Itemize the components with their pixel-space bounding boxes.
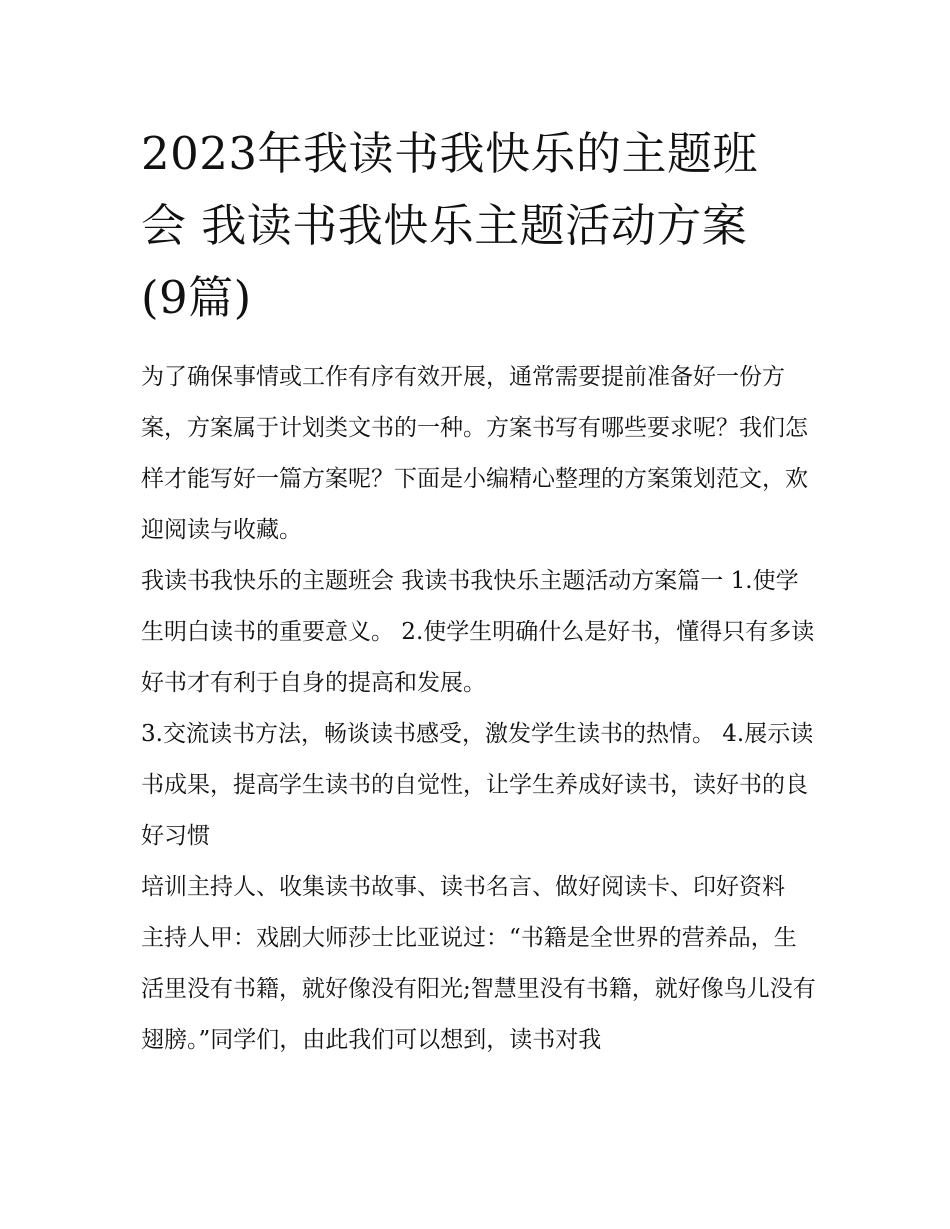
document-page <box>141 118 817 1066</box>
title-line-3: (9篇) <box>141 271 252 324</box>
title-line-1: 2023年我读书我快乐的主题班 <box>141 127 759 180</box>
paragraph-intro: 为了确保事情或工作有序有效开展，通常需要提前准备好一份方案，方案属于计划类文书的一种。方案书写有哪些要求呢？我们怎样才能写好一篇方案呢？下面是小编精心整理的方案策划范文，欢迎阅读与收藏。 <box>141 364 808 543</box>
paragraph-goals-2: 3.交流读书方法，畅谈读书感受，激发学生读书的热情。 4.展示读书成果，提高学生读书的自觉性，让学生养成好读书，读好书的良好习惯 <box>141 721 814 849</box>
paragraph-goals-1: 我读书我快乐的主题班会 我读书我快乐主题活动方案篇一 1.使学生明白读书的重要意义。 2.使学生明确什么是好书，懂得只有多读好书才有利于自身的提高和发展。 <box>141 568 815 696</box>
title-line-2: 会 我读书我快乐主题活动方案 <box>141 199 748 252</box>
document-title <box>141 118 817 334</box>
document-body <box>141 352 817 1066</box>
paragraph-host-speech: 主持人甲：戏剧大师莎士比亚说过：“书籍是全世界的营养品，生活里没有书籍，就好像没有阳光;智慧里没有书籍，就好像鸟儿没有翅膀。”同学们，由此我们可以想到，读书对我 <box>141 925 816 1053</box>
paragraph-preparation: 培训主持人、收集读书故事、读书名言、做好阅读卡、印好资料 <box>141 874 785 900</box>
